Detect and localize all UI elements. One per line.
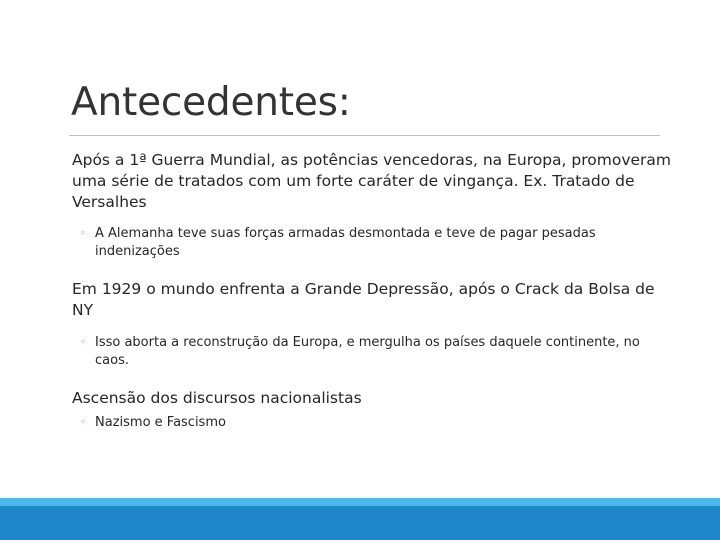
bullet-circle-icon: ◦ — [80, 337, 86, 348]
footer-highlight-stripe — [0, 498, 720, 506]
bullet-circle-icon: ◦ — [80, 228, 86, 239]
title-divider — [69, 135, 660, 136]
slide-title: Antecedentes: — [71, 80, 351, 125]
bullet-sub-2-text: Isso aborta a reconstrução da Europa, e mergulha os países daquele continente, no caos. — [95, 335, 640, 368]
bullet-sub-2 — [72, 334, 672, 370]
slide-body — [72, 150, 672, 432]
bullet-sub-1-text: A Alemanha teve suas forças armadas desmontada e teve de pagar pesadas indenizações — [95, 226, 596, 259]
bullet-sub-1 — [72, 225, 672, 261]
bullet-main-2: Em 1929 o mundo enfrenta a Grande Depressão, após o Crack da Bolsa de NY — [72, 280, 655, 319]
bullet-main-1: Após a 1ª Guerra Mundial, as potências vencedoras, na Europa, promoveram uma série de tratados com um forte caráter de vingança. Ex. Tratado de Versalhes — [72, 151, 672, 211]
bullet-main-3: Ascensão dos discursos nacionalistas — [72, 389, 362, 407]
bullet-sub-3-text: Nazismo e Fascismo — [95, 415, 226, 430]
bullet-circle-icon: ◦ — [80, 417, 86, 428]
bullet-sub-3 — [72, 414, 672, 432]
